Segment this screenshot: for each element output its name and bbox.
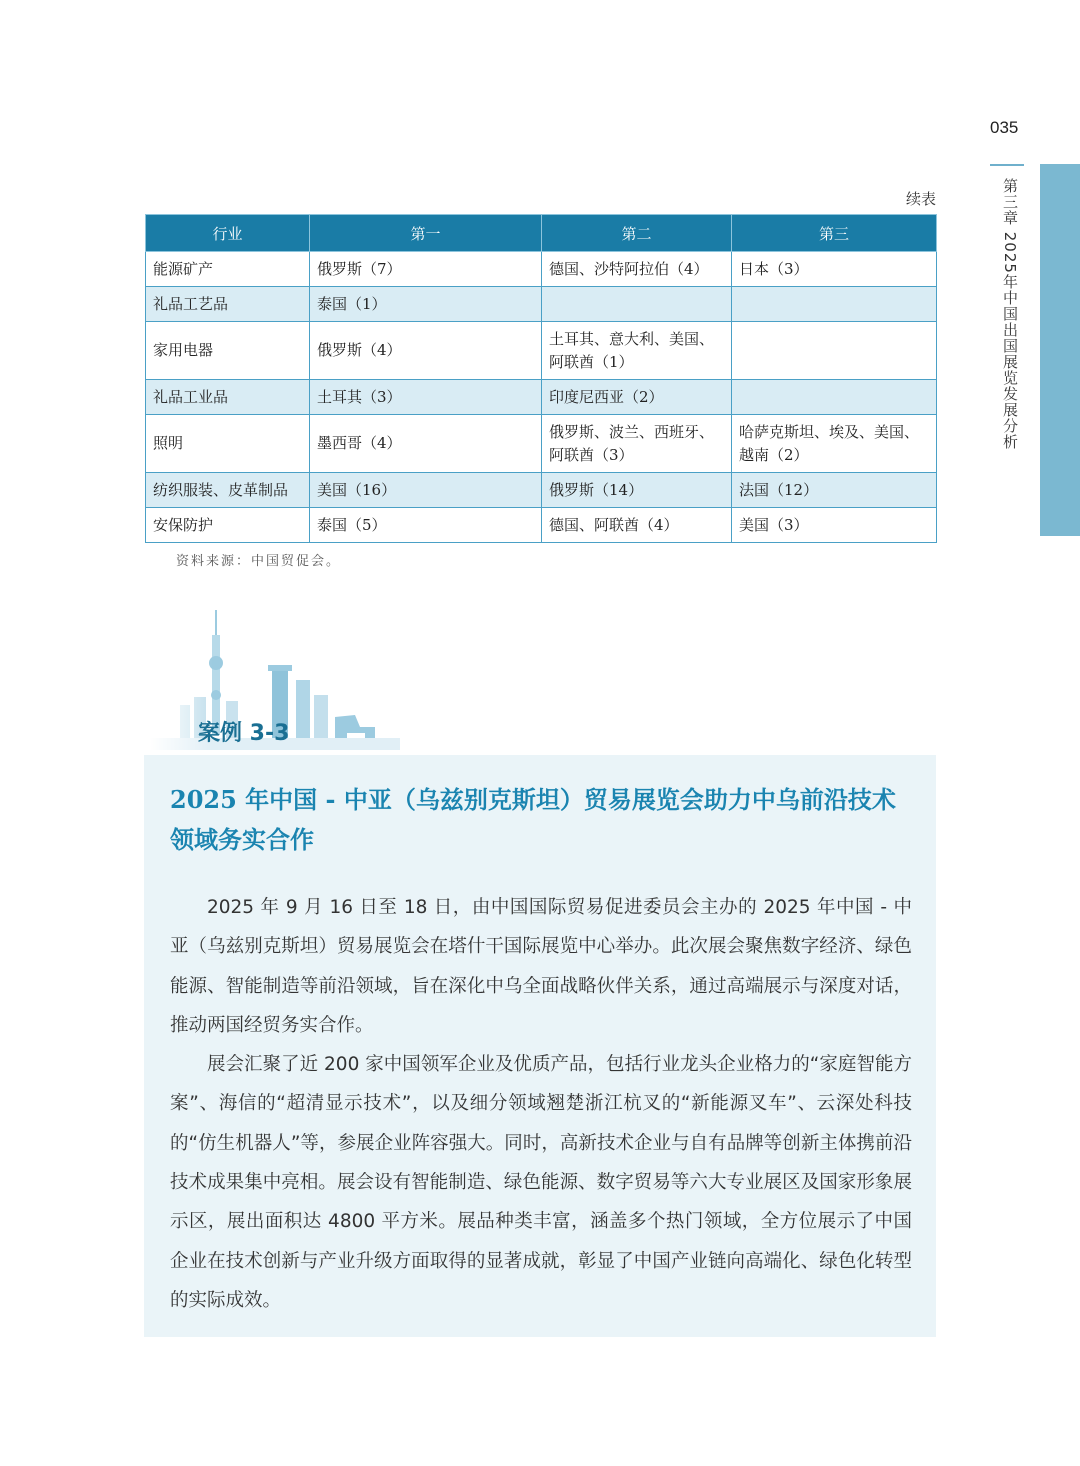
cell-industry: 礼品工艺品 [146,287,310,322]
cell-first: 俄罗斯（4） [310,322,542,380]
case-paragraph: 2025 年 9 月 16 日至 18 日，由中国国际贸易促进委员会主办的 2025 年中国 - 中亚（乌兹别克斯坦）贸易展览会在塔什干国际展览中心举办。此次展会聚焦数字经济、绿色能源、智能制造等前沿领域，旨在深化中乌全面战略伙伴关系，通过高端展示与深度对话，推动两国经贸务实合作。 [170,897,912,1036]
side-divider [990,164,1024,166]
table-row [146,322,937,380]
continued-label: 续表 [905,190,936,208]
table-row [146,252,937,287]
chapter-title: 第三章 2025年中国出国展览发展分析 [1001,178,1019,450]
cell-industry: 礼品工业品 [146,380,310,415]
header-third: 第三 [732,215,937,252]
cell-second: 德国、阿联酋（4） [542,508,732,543]
cell-third [732,380,937,415]
header-industry: 行业 [146,215,310,252]
cell-first: 俄罗斯（7） [310,252,542,287]
table-row [146,287,937,322]
table-row [146,380,937,415]
cell-second: 土耳其、意大利、美国、阿联酋（1） [542,322,732,380]
cell-second: 俄罗斯（14） [542,473,732,508]
table-header-row [146,215,937,252]
case-label: 案例 3-3 [198,721,290,746]
cell-second: 德国、沙特阿拉伯（4） [542,252,732,287]
cell-industry: 能源矿产 [146,252,310,287]
case-body [170,888,912,1320]
industry-ranking-table [145,214,937,543]
cell-third [732,287,937,322]
table-row [146,473,937,508]
cell-industry: 纺织服装、皮革制品 [146,473,310,508]
cell-first: 泰国（5） [310,508,542,543]
cell-second: 俄罗斯、波兰、西班牙、阿联酋（3） [542,415,732,473]
table-row [146,508,937,543]
cell-first: 泰国（1） [310,287,542,322]
cell-industry: 照明 [146,415,310,473]
chapter-side-tab [1040,164,1080,536]
cell-third: 哈萨克斯坦、埃及、美国、越南（2） [732,415,937,473]
cell-third: 日本（3） [732,252,937,287]
cell-second: 印度尼西亚（2） [542,380,732,415]
cell-third: 美国（3） [732,508,937,543]
cell-second [542,287,732,322]
table-row [146,415,937,473]
header-first: 第一 [310,215,542,252]
header-second: 第二 [542,215,732,252]
cell-first: 土耳其（3） [310,380,542,415]
cell-industry: 家用电器 [146,322,310,380]
cell-first: 墨西哥（4） [310,415,542,473]
cell-industry: 安保防护 [146,508,310,543]
source-note: 资料来源：中国贸促会。 [176,554,342,569]
cell-first: 美国（16） [310,473,542,508]
cell-third [732,322,937,380]
cell-third: 法国（12） [732,473,937,508]
page-number: 035 [990,118,1019,137]
case-title: 2025 年中国 - 中亚（乌兹别克斯坦）贸易展览会助力中乌前沿技术领域务实合作 [170,785,896,854]
case-paragraph: 展会汇聚了近 200 家中国领军企业及优质产品，包括行业龙头企业格力的“家庭智能方案”、海信的“超清显示技术”，以及细分领域翘楚浙江杭叉的“新能源叉车”、云深处科技的“仿生机器人”等，参展企业阵容强大。同时，高新技术企业与自有品牌等创新主体携前沿技术成果集中亮相。展会设有智能制造、绿色能源、数字贸易等六大专业展区及国家形象展示区，展出面积达 4800 平方米。展品种类丰富，涵盖多个热门领域，全方位展示了中国企业在技术创新与产业升级方面取得的显著成就，彰显了中国产业链向高端化、绿色化转型的实际成效。 [170,1054,912,1311]
